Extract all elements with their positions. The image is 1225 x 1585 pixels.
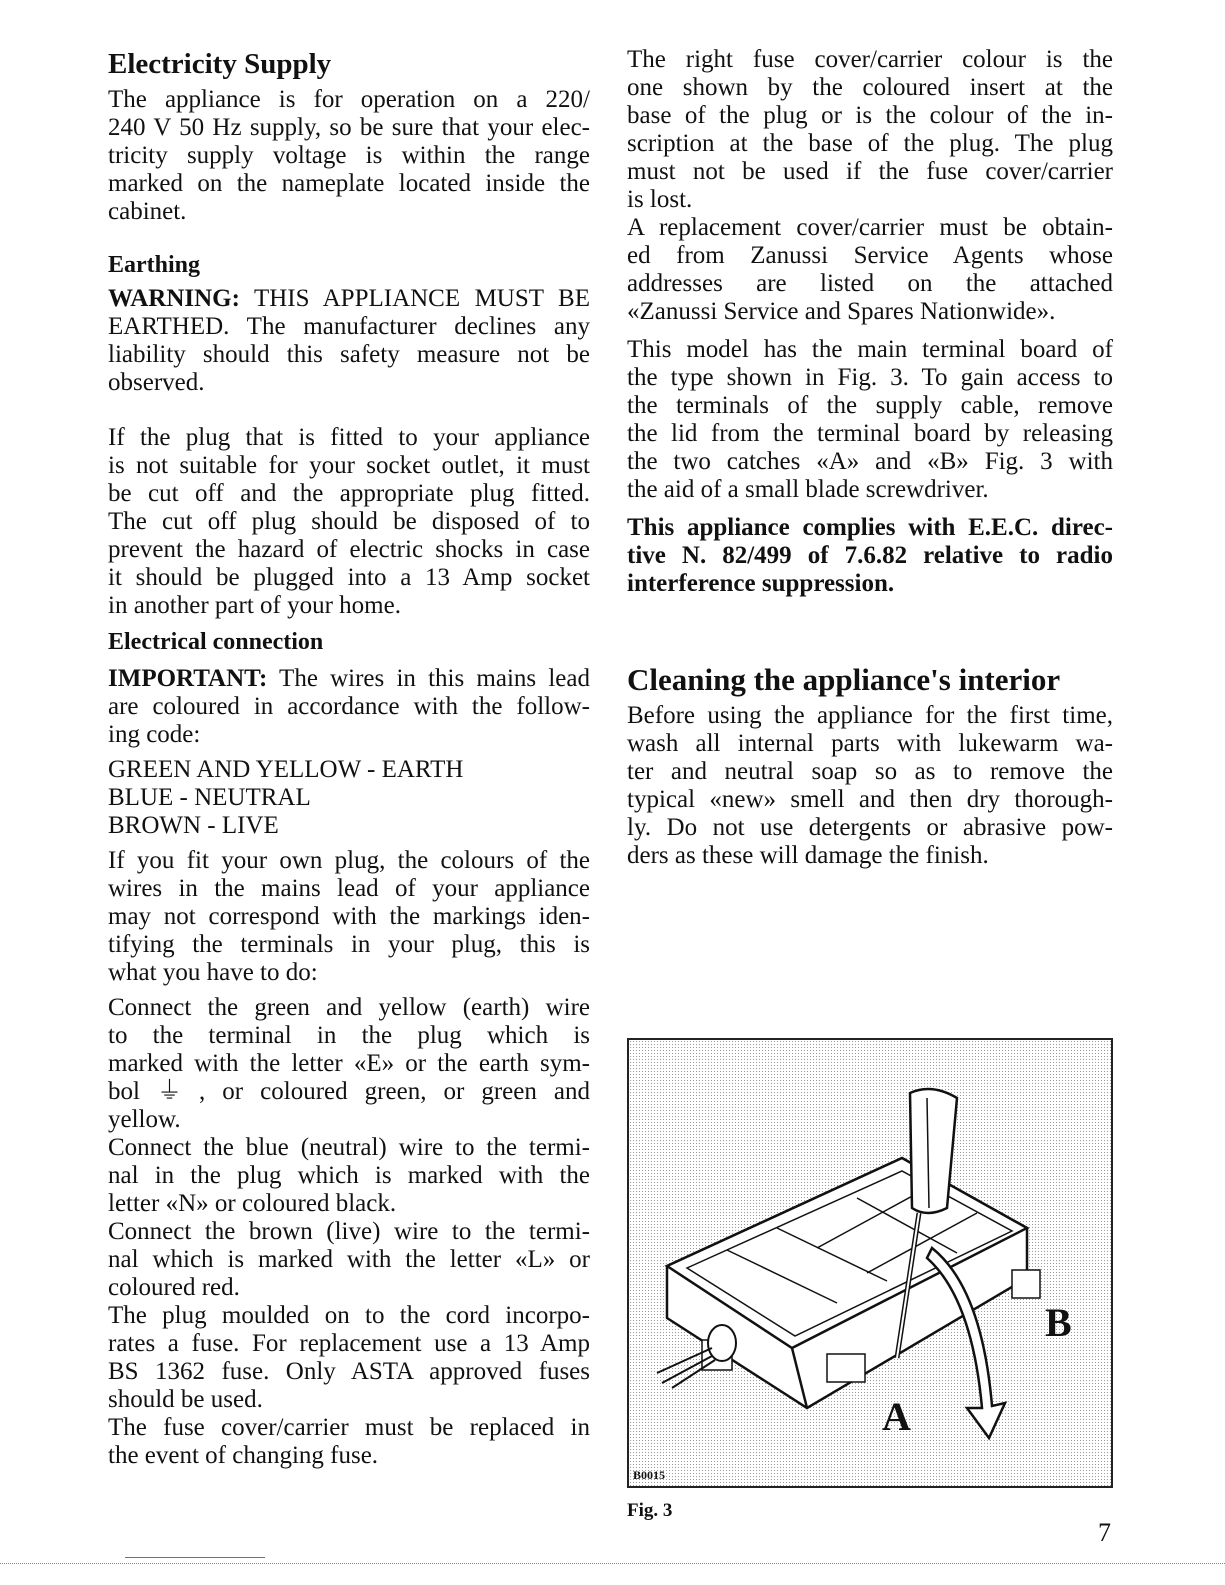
text-line: BROWN - LIVE bbox=[108, 812, 279, 839]
text-line: If you fit your own plug, the colours of the bbox=[108, 847, 590, 874]
paragraph-fuse-cover bbox=[627, 46, 1113, 326]
text-line: The cut off plug should be disposed of to bbox=[108, 508, 590, 535]
text-line: coloured red. bbox=[108, 1274, 240, 1301]
text-line: the terminals of the supply cable, remove bbox=[627, 392, 1113, 419]
paragraph-important bbox=[108, 665, 590, 749]
heading-cleaning: Cleaning the appliance's interior bbox=[627, 662, 1061, 697]
text-line: the two catches «A» and «B» Fig. 3 with bbox=[627, 448, 1113, 475]
bottom-rule bbox=[0, 1563, 1225, 1564]
text-line: ed from Zanussi Service Agents whose bbox=[627, 242, 1113, 269]
text-line: liability should this safety measure not be bbox=[108, 341, 590, 368]
heading-electricity-supply: Electricity Supply bbox=[108, 48, 332, 80]
text-line: «Zanussi Service and Spares Nationwide». bbox=[627, 298, 1056, 325]
text-line: ter and neutral soap so as to remove the bbox=[627, 758, 1113, 785]
figure-code: B0015 bbox=[633, 1468, 666, 1482]
label-prefix: IMPORTANT: bbox=[108, 665, 268, 692]
text-line: must not be used if the fuse cover/carrier bbox=[627, 158, 1113, 185]
text-line: in another part of your home. bbox=[108, 592, 401, 619]
wire-colour-codes bbox=[108, 756, 590, 840]
text-line: bol ⏚ , or coloured green, or green and bbox=[108, 1078, 590, 1105]
text-line: may not correspond with the markings iden- bbox=[108, 903, 590, 930]
paragraph-own-plug bbox=[108, 847, 590, 987]
text-line bbox=[108, 665, 590, 693]
text-line: A replacement cover/carrier must be obtain- bbox=[627, 214, 1113, 241]
paragraph-plug bbox=[108, 424, 590, 620]
text-line: letter «N» or coloured black. bbox=[108, 1190, 397, 1217]
text-line: tifying the terminals in your plug, this is bbox=[108, 931, 590, 958]
paragraph-warning bbox=[108, 285, 590, 397]
text-line: This appliance complies with E.E.C. direc- bbox=[627, 514, 1113, 541]
text-line: prevent the hazard of electric shocks in case bbox=[108, 536, 590, 563]
text-line: wash all internal parts with lukewarm wa- bbox=[627, 730, 1113, 757]
paragraph-cleaning bbox=[627, 702, 1113, 870]
text-line: one shown by the coloured insert at the bbox=[627, 74, 1113, 101]
text-line: ly. Do not use detergents or abrasive pow- bbox=[627, 814, 1113, 841]
catch-label-b: B bbox=[1045, 1300, 1072, 1345]
line-text: The wires in this mains lead bbox=[279, 665, 590, 692]
text-line: yellow. bbox=[108, 1106, 181, 1133]
text-line: If the plug that is fitted to your appliance bbox=[108, 424, 590, 451]
text-line: marked with the letter «E» or the earth sym- bbox=[108, 1050, 590, 1077]
text-line: EARTHED. The manufacturer declines any bbox=[108, 313, 590, 340]
text-line: wires in the mains lead of your appliance bbox=[108, 875, 590, 902]
text-line: is not suitable for your socket outlet, it must bbox=[108, 452, 590, 479]
text-line: BLUE - NEUTRAL bbox=[108, 784, 311, 811]
paragraph-eec-compliance bbox=[627, 514, 1113, 598]
heading-earthing: Earthing bbox=[108, 252, 201, 278]
text-line: what you have to do: bbox=[108, 959, 318, 986]
text-line: typical «new» smell and then dry thorough- bbox=[627, 786, 1113, 813]
text-line: ing code: bbox=[108, 721, 201, 748]
text-line: nal in the plug which is marked with the bbox=[108, 1162, 590, 1189]
text-line: are coloured in accordance with the follow- bbox=[108, 693, 590, 720]
text-line: scription at the base of the plug. The plug bbox=[627, 130, 1113, 157]
text-line: marked on the nameplate located inside the bbox=[108, 170, 590, 197]
terminal-board-figure bbox=[627, 1038, 1113, 1490]
text-line: the lid from the terminal board by releasing bbox=[627, 420, 1113, 447]
text-line: The right fuse cover/carrier colour is the bbox=[627, 46, 1113, 73]
text-line: to the terminal in the plug which is bbox=[108, 1022, 590, 1049]
page-number: 7 bbox=[1098, 1518, 1111, 1547]
text-line: Before using the appliance for the first time, bbox=[627, 702, 1113, 729]
text-line: This model has the main terminal board of bbox=[627, 336, 1113, 363]
paragraph-supply bbox=[108, 86, 590, 226]
text-line: nal which is marked with the letter «L» or bbox=[108, 1246, 590, 1273]
text-line bbox=[108, 285, 590, 313]
text-line: the event of changing fuse. bbox=[108, 1442, 379, 1469]
text-line: Connect the blue (neutral) wire to the termi- bbox=[108, 1134, 590, 1161]
paragraph-instructions bbox=[108, 994, 590, 1470]
text-line: the aid of a small blade screwdriver. bbox=[627, 476, 989, 503]
label-prefix: WARNING: bbox=[108, 285, 240, 312]
text-line: cabinet. bbox=[108, 198, 187, 225]
text-line: be cut off and the appropriate plug fitted. bbox=[108, 480, 590, 507]
text-line: is lost. bbox=[627, 186, 693, 213]
bottom-mark bbox=[125, 1557, 265, 1558]
text-line: rates a fuse. For replacement use a 13 Amp bbox=[108, 1330, 590, 1357]
text-line: base of the plug or is the colour of the in- bbox=[627, 102, 1113, 129]
text-line: The plug moulded on to the cord incorpo- bbox=[108, 1302, 590, 1329]
line-text: THIS APPLIANCE MUST BE bbox=[253, 285, 590, 312]
text-line: addresses are listed on the attached bbox=[627, 270, 1113, 297]
text-line: it should be plugged into a 13 Amp socket bbox=[108, 564, 590, 591]
paragraph-terminal bbox=[627, 336, 1113, 504]
text-line: GREEN AND YELLOW - EARTH bbox=[108, 756, 464, 783]
catch-label-a: A bbox=[882, 1394, 911, 1439]
text-line: BS 1362 fuse. Only ASTA approved fuses bbox=[108, 1358, 590, 1385]
text-line: observed. bbox=[108, 369, 205, 396]
text-line: should be used. bbox=[108, 1386, 263, 1413]
text-line: 240 V 50 Hz supply, so be sure that your elec- bbox=[108, 114, 590, 141]
text-line: ders as these will damage the finish. bbox=[627, 842, 989, 869]
text-line: the type shown in Fig. 3. To gain access to bbox=[627, 364, 1113, 391]
text-line: The appliance is for operation on a 220/ bbox=[108, 86, 590, 113]
text-line: The fuse cover/carrier must be replaced in bbox=[108, 1414, 590, 1441]
text-line: tricity supply voltage is within the range bbox=[108, 142, 590, 169]
text-line: interference suppression. bbox=[627, 570, 895, 597]
figure-caption: Fig. 3 bbox=[627, 1500, 673, 1521]
text-line: Connect the green and yellow (earth) wire bbox=[108, 994, 590, 1021]
text-line: tive N. 82/499 of 7.6.82 relative to radio bbox=[627, 542, 1113, 569]
text-line: Connect the brown (live) wire to the termi- bbox=[108, 1218, 590, 1245]
heading-electrical-connection: Electrical connection bbox=[108, 629, 324, 655]
